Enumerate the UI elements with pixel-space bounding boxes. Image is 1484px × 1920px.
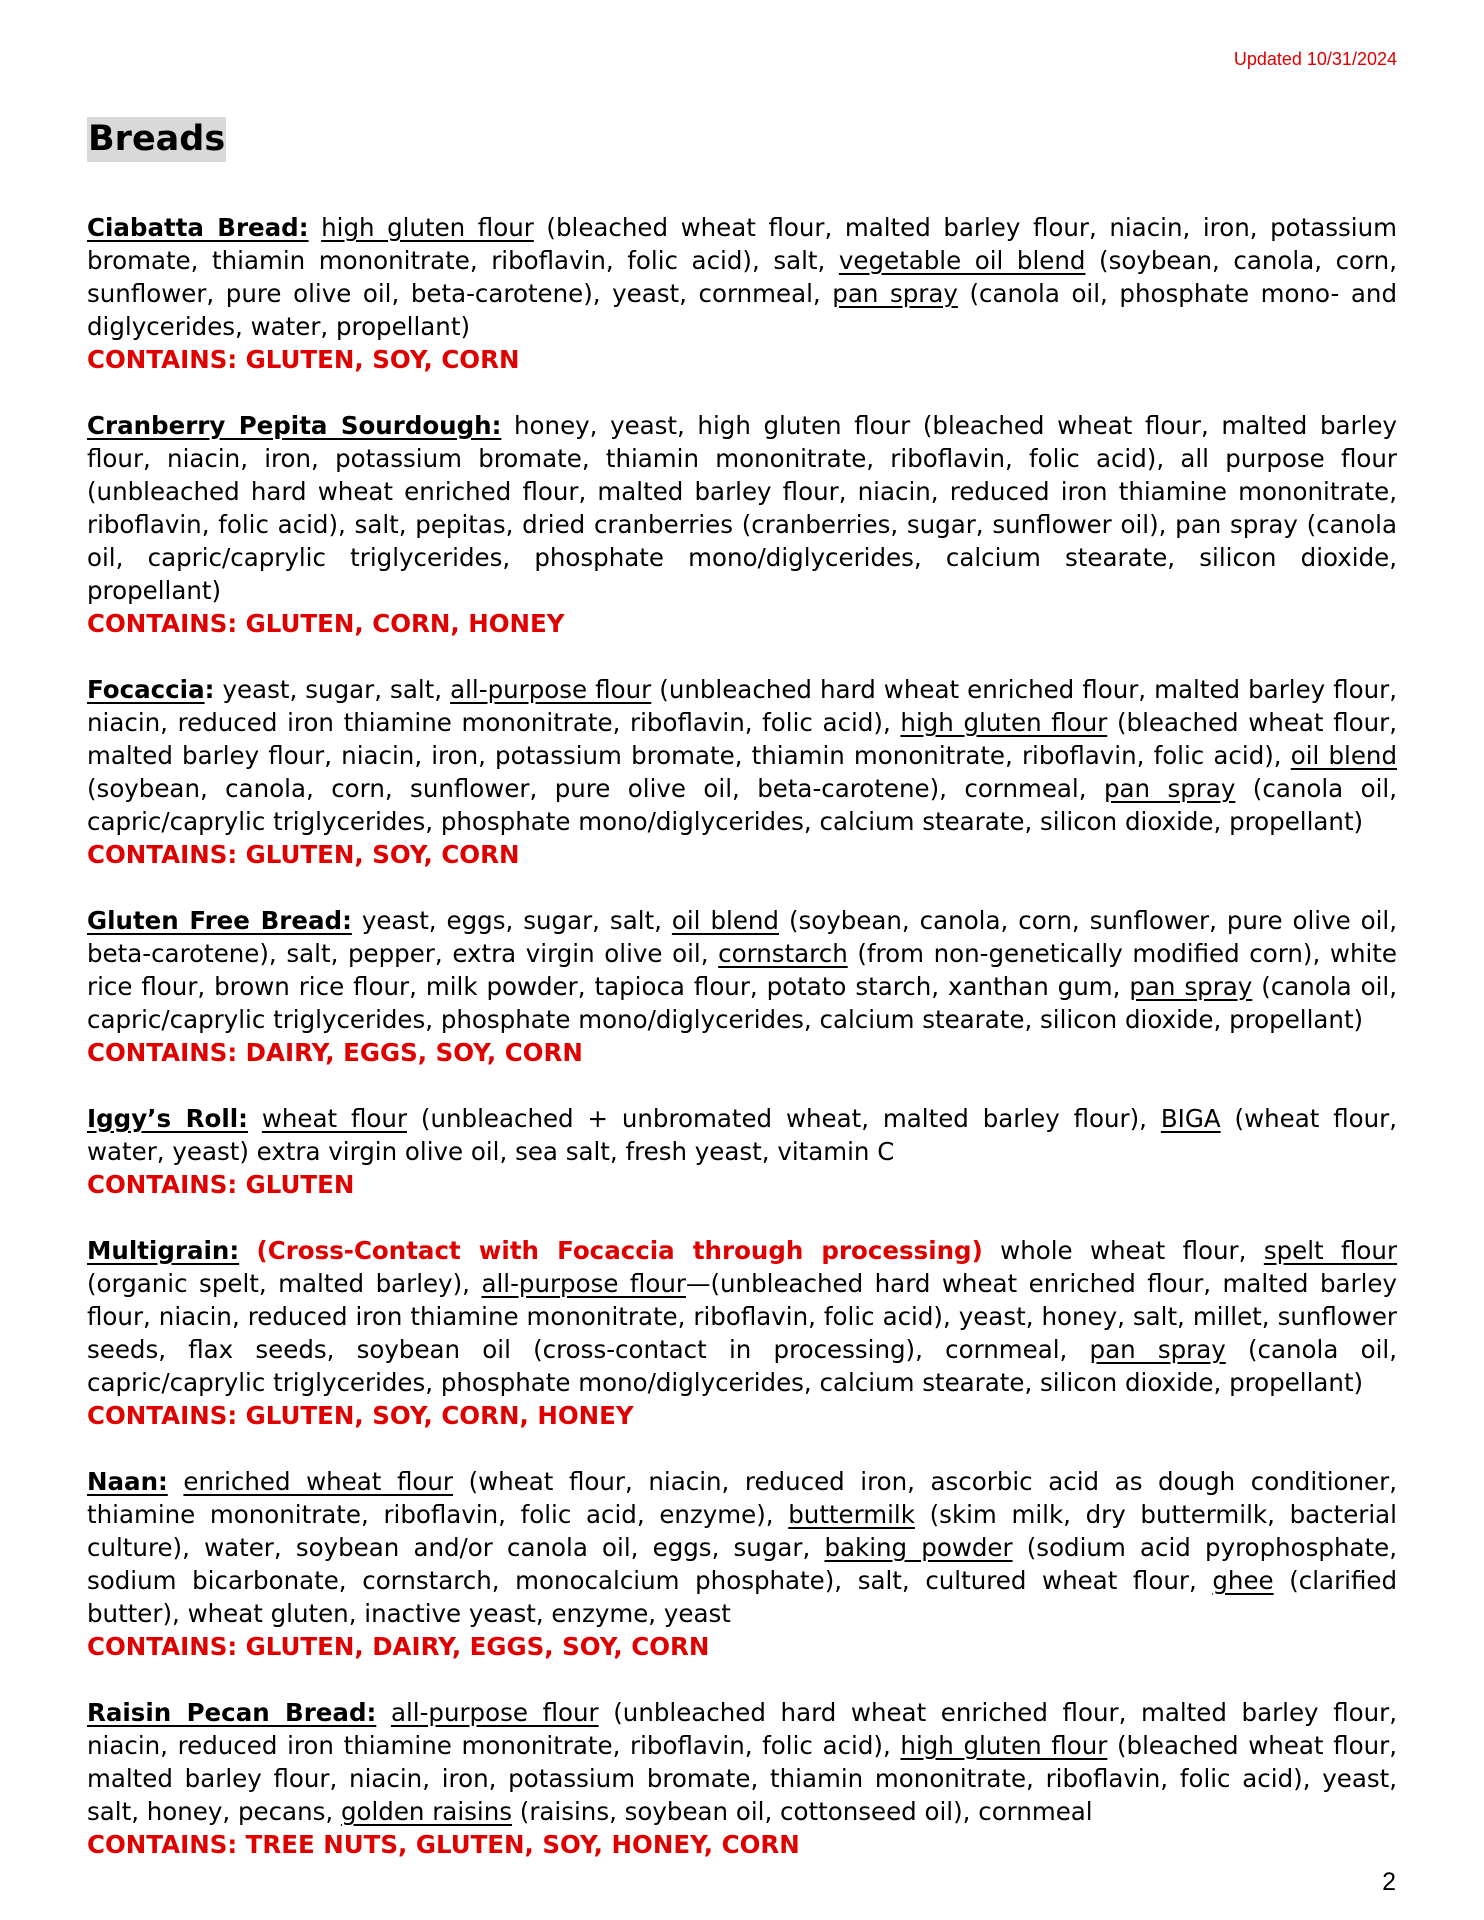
- ingredient-highlight: pan spray: [1089, 1335, 1226, 1364]
- cross-contact-note: (Cross-Contact with Focaccia through processing): [256, 1236, 983, 1265]
- ingredient-text: (raisins, soybean oil, cottonseed oil), cornmeal: [511, 1797, 1093, 1826]
- ingredient-highlight: spelt flour: [1263, 1236, 1398, 1265]
- item-name: Ciabatta Bread:: [87, 213, 309, 242]
- ingredient-text: (unbleached hard wheat enriched flour, malted barley flour, niacin, reduced iron thiamine mononitrate, riboflavin, folic acid),: [87, 675, 1398, 737]
- ingredient-text: (bleached wheat flour, malted barley flour, niacin, iron, potassium bromate, thiamin mononitrate, riboflavin, folic acid), salt,: [87, 213, 1397, 275]
- ingredient-highlight: all-purpose flour: [450, 675, 652, 704]
- ingredient-highlight: high gluten flour: [900, 1731, 1108, 1760]
- ingredient-highlight: buttermilk: [788, 1500, 915, 1529]
- ingredient-highlight: oil blend: [671, 906, 779, 935]
- ingredient-highlight: pan spray: [1129, 972, 1253, 1001]
- allergen-contains: CONTAINS: GLUTEN, SOY, CORN, HONEY: [87, 1401, 634, 1430]
- ingredient-text: (canola oil, phosphate mono- and diglycerides, water, propellant): [87, 279, 1397, 341]
- ingredient-text: (soybean, canola, corn, sunflower, pure olive oil, beta-carotene), salt, pepper, extra virgin olive oil,: [87, 906, 1398, 968]
- ingredient-text: (bleached wheat flour, malted barley flour, niacin, iron, potassium bromate, thiamin mononitrate, riboflavin, folic acid), yeast, salt, honey, pecans,: [87, 1731, 1398, 1826]
- ingredient-text: —(unbleached hard wheat enriched flour, malted barley flour, niacin, reduced iron thiamine mononitrate, riboflavin, folic acid), yeast, honey, salt, millet, sunflower seeds, flax seeds, soybean oil (cross-contact in processing), cornmeal,: [87, 1269, 1397, 1364]
- item-name: Cranberry Pepita Sourdough:: [87, 411, 502, 440]
- ingredient-text: (soybean, canola, corn, sunflower, pure olive oil, beta-carotene), yeast, cornmeal,: [87, 246, 1397, 308]
- ingredient-text: (canola oil, capric/caprylic triglycerides, phosphate mono/diglycerides, calcium stearate, silicon dioxide, propellant): [87, 774, 1397, 836]
- ingredients: [87, 904, 1397, 1036]
- ingredient-highlight: all-purpose flour: [481, 1269, 686, 1298]
- ingredient-highlight: baking powder: [824, 1533, 1013, 1562]
- item-name-colon: :: [204, 675, 215, 704]
- ingredients: [87, 1696, 1397, 1828]
- ingredients: [87, 211, 1397, 343]
- allergen-contains: CONTAINS: GLUTEN, DAIRY, EGGS, SOY, CORN: [87, 1632, 710, 1661]
- ingredient-text: yeast, eggs, sugar, salt,: [351, 906, 672, 935]
- ingredient-text: (sodium acid pyrophosphate, sodium bicarbonate, cornstarch, monocalcium phosphate), salt, cultured wheat flour,: [87, 1533, 1397, 1595]
- allergen-contains: CONTAINS: GLUTEN, CORN, HONEY: [87, 609, 565, 638]
- ingredient-text: (clarified butter), wheat gluten, inactive yeast, enzyme, yeast: [87, 1566, 1398, 1628]
- ingredient-text: (wheat flour, niacin, reduced iron, ascorbic acid as dough conditioner, thiamine mononitrate, riboflavin, folic acid, enzyme),: [87, 1467, 1397, 1529]
- ingredient-highlight: golden raisins: [340, 1797, 512, 1826]
- updated-date: Updated 10/31/2024: [1233, 49, 1397, 69]
- ingredient-highlight: wheat flour: [261, 1104, 408, 1133]
- ingredients: [87, 1102, 1397, 1168]
- entry-ciabatta-bread: [87, 211, 1397, 376]
- ingredient-text: honey, yeast, high gluten flour (bleached wheat flour, malted barley flour, niacin, iron, potassium bromate, thiamin mononitrate, riboflavin, folic acid), all purpose flour (unbleached hard wheat enriched flour, malted barley flour, niacin, reduced iron thiamine mononitrate, riboflavin, folic acid), salt, pepitas, dried cranberries (cranberries, sugar, sunflower oil), pan spray (canola oil, capric/caprylic triglycerides, phosphate mono/diglycerides, calcium stearate, silicon dioxide, propellant): [87, 411, 1397, 605]
- entry-gluten-free-bread: [87, 904, 1397, 1069]
- item-name: Focaccia: [87, 675, 205, 704]
- allergen-contains: CONTAINS: GLUTEN: [87, 1170, 355, 1199]
- entry-raisin-pecan-bread: [87, 1696, 1397, 1861]
- ingredients: [87, 409, 1397, 607]
- ingredient-highlight: all-purpose flour: [390, 1698, 599, 1727]
- entry-multigrain: [87, 1234, 1397, 1432]
- ingredient-text: whole wheat flour,: [982, 1236, 1264, 1265]
- ingredient-text: (organic spelt, malted barley),: [87, 1269, 482, 1298]
- ingredient-highlight: enriched wheat flour: [183, 1467, 453, 1496]
- entry-naan: [87, 1465, 1397, 1663]
- ingredient-highlight: ghee: [1212, 1566, 1274, 1595]
- ingredients: [87, 1234, 1397, 1399]
- ingredients: [87, 673, 1397, 838]
- ingredient-text: yeast, sugar, salt,: [214, 675, 451, 704]
- item-name: Multigrain:: [87, 1236, 240, 1265]
- ingredient-list: [87, 211, 1397, 1894]
- ingredient-highlight: pan spray: [832, 279, 958, 308]
- allergen-contains: CONTAINS: DAIRY, EGGS, SOY, CORN: [87, 1038, 583, 1067]
- ingredient-text: (wheat flour, water, yeast) extra virgin olive oil, sea salt, fresh yeast, vitamin C: [87, 1104, 1398, 1166]
- ingredient-text: (unbleached hard wheat enriched flour, malted barley flour, niacin, reduced iron thiamine mononitrate, riboflavin, folic acid),: [87, 1698, 1398, 1760]
- item-name: Gluten Free Bread:: [87, 906, 352, 935]
- ingredient-text: (canola oil, capric/caprylic triglycerides, phosphate mono/diglycerides, calcium stearate, silicon dioxide, propellant): [87, 972, 1397, 1034]
- ingredient-highlight: high gluten flour: [321, 213, 534, 242]
- ingredient-text: (from non-genetically modified corn), white rice flour, brown rice flour, milk powder, tapioca flour, potato starch, xanthan gum,: [87, 939, 1397, 1001]
- entry-iggys-roll: [87, 1102, 1397, 1201]
- entry-focaccia: [87, 673, 1397, 871]
- ingredient-highlight: pan spray: [1103, 774, 1236, 803]
- ingredient-text: (skim milk, dry buttermilk, bacterial culture), water, soybean and/or canola oil, eggs, sugar,: [87, 1500, 1397, 1562]
- ingredient-text: (bleached wheat flour, malted barley flour, niacin, iron, potassium bromate, thiamin mononitrate, riboflavin, folic acid),: [87, 708, 1398, 770]
- entry-cranberry-pepita-sourdough: [87, 409, 1397, 640]
- ingredient-text: (soybean, canola, corn, sunflower, pure olive oil, beta-carotene), cornmeal,: [87, 774, 1104, 803]
- ingredient-highlight: vegetable oil blend: [838, 246, 1086, 275]
- ingredient-highlight: oil blend: [1290, 741, 1398, 770]
- ingredients: [87, 1465, 1397, 1630]
- ingredient-highlight: cornstarch: [718, 939, 848, 968]
- item-name: Naan:: [87, 1467, 168, 1496]
- ingredient-text: (unbleached + unbromated wheat, malted barley flour),: [407, 1104, 1161, 1133]
- ingredient-highlight: high gluten flour: [900, 708, 1108, 737]
- allergen-contains: CONTAINS: TREE NUTS, GLUTEN, SOY, HONEY, CORN: [87, 1830, 800, 1859]
- item-name: Iggy’s Roll:: [87, 1104, 248, 1133]
- ingredient-highlight: BIGA: [1160, 1104, 1221, 1133]
- ingredient-text: (canola oil, capric/caprylic triglycerides, phosphate mono/diglycerides, calcium stearate, silicon dioxide, propellant): [87, 1335, 1397, 1397]
- allergen-contains: CONTAINS: GLUTEN, SOY, CORN: [87, 345, 520, 374]
- allergen-contains: CONTAINS: GLUTEN, SOY, CORN: [87, 840, 520, 869]
- page-number: 2: [1382, 1868, 1396, 1896]
- section-title: Breads: [87, 117, 226, 162]
- item-name: Raisin Pecan Bread:: [87, 1698, 377, 1727]
